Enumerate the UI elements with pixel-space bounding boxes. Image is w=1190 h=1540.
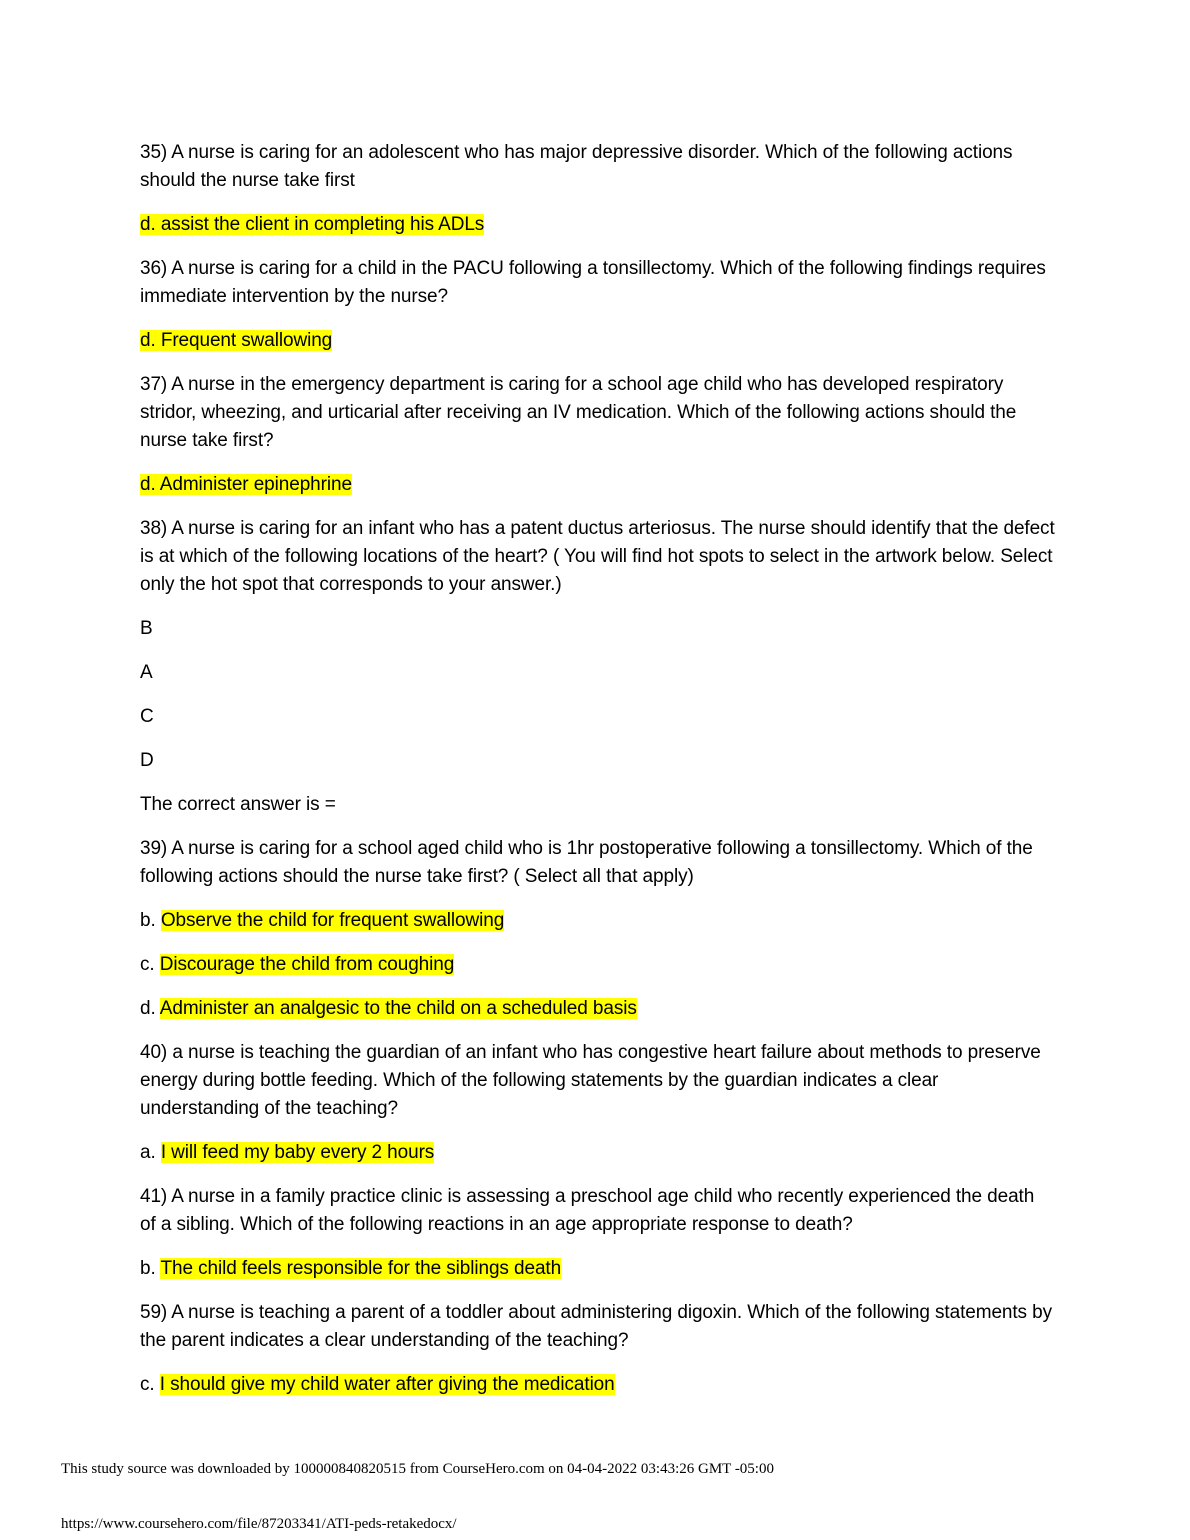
answer-39-d-highlight: Administer an analgesic to the child on a scheduled basis [159, 998, 637, 1019]
option-38-4: D [140, 750, 154, 771]
question-35: 35) A nurse is caring for an adolescent who has major depressive disorder. Which of the following actions should the nurse take first [140, 142, 1013, 191]
correct-answer-38: The correct answer is = [140, 794, 336, 815]
answer-40-highlight: I will feed my baby every 2 hours [160, 1142, 435, 1163]
answer-39-d-prefix: d. [140, 998, 160, 1019]
option-38-3: C [140, 706, 154, 727]
answer-59-highlight: I should give my child water after giving the medication [159, 1374, 615, 1395]
document-body [140, 139, 1055, 1415]
answer-36-highlight: d. Frequent swallowing [140, 330, 333, 351]
question-38: 38) A nurse is caring for an infant who has a patent ductus arteriosus. The nurse should identify that the defect is at which of the following locations of the heart? ( You will find hot spots to select in the artwork below. Select only the hot spot that corresponds to your answer.) [140, 518, 1055, 595]
answer-39-d [140, 995, 1055, 1023]
question-36: 36) A nurse is caring for a child in the PACU following a tonsillectomy. Which of the following findings requires immediate intervention by the nurse? [140, 258, 1046, 307]
answer-39-c-prefix: c. [140, 954, 160, 975]
option-38-2: A [140, 662, 153, 683]
answer-37 [140, 471, 1055, 499]
question-41: 41) A nurse in a family practice clinic is assessing a preschool age child who recently experienced the death of a sibling. Which of the following reactions in an age appropriate response to death? [140, 1186, 1035, 1235]
answer-36 [140, 327, 1055, 355]
answer-59-prefix: c. [140, 1374, 160, 1395]
answer-41-highlight: The child feels responsible for the siblings death [160, 1258, 562, 1279]
answer-39-b-prefix: b. [140, 910, 161, 931]
answer-37-highlight: d. Administer epinephrine [140, 474, 352, 495]
answer-41 [140, 1255, 1055, 1283]
answer-39-c [140, 951, 1055, 979]
question-39: 39) A nurse is caring for a school aged child who is 1hr postoperative following a tonsillectomy. Which of the following actions should the nurse take first? ( Select all that apply) [140, 838, 1033, 887]
answer-39-b [140, 907, 1055, 935]
question-59: 59) A nurse is teaching a parent of a toddler about administering digoxin. Which of the following statements by the parent indicates a clear understanding of the teaching? [140, 1302, 1052, 1351]
answer-59 [140, 1371, 1055, 1399]
answer-40-prefix: a. [140, 1142, 161, 1163]
answer-41-prefix: b. [140, 1258, 161, 1279]
question-37: 37) A nurse in the emergency department is caring for a school age child who has developed respiratory stridor, wheezing, and urticarial after receiving an IV medication. Which of the following actions should the nurse take first? [140, 374, 1017, 451]
answer-39-c-highlight: Discourage the child from coughing [159, 954, 455, 975]
question-40: 40) a nurse is teaching the guardian of an infant who has congestive heart failure about methods to preserve energy during bottle feeding. Which of the following statements by the guardian indicates a clear understanding of the teaching? [140, 1042, 1041, 1119]
option-38-1: B [140, 618, 153, 639]
answer-35-highlight: d. assist the client in completing his ADLs [140, 214, 485, 235]
answer-39-b-highlight: Observe the child for frequent swallowing [160, 910, 505, 931]
answer-35 [140, 211, 1055, 239]
answer-40 [140, 1139, 1055, 1167]
download-notice: This study source was downloaded by 100000840820515 from CourseHero.com on 04-04-2022 03:43:26 GMT -05:00 [61, 1461, 774, 1477]
source-url-link[interactable]: https://www.coursehero.com/file/87203341/ATI-peds-retakedocx/ [61, 1516, 457, 1532]
